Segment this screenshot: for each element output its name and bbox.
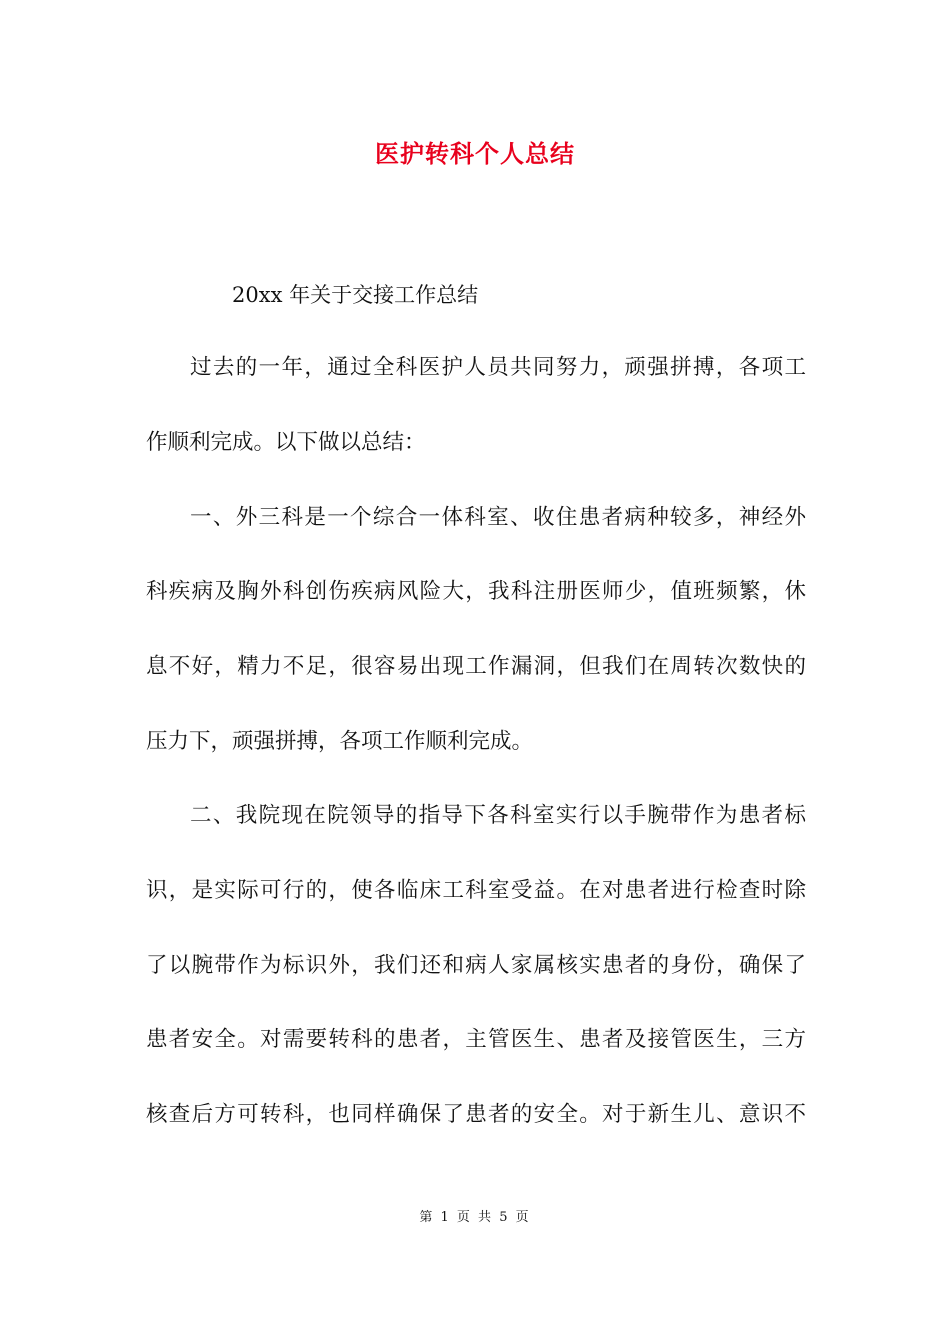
paragraph-line: 息不好，精力不足，很容易出现工作漏洞，但我们在周转次数快的: [146, 654, 806, 679]
paragraph-line: 压力下，顽强拼搏，各项工作顺利完成。: [146, 729, 534, 754]
paragraph-line: 二、我院现在院领导的指导下各科室实行以手腕带作为患者标: [190, 803, 806, 828]
paragraph-line: 识，是实际可行的，使各临床工科室受益。在对患者进行检查时除: [146, 878, 806, 903]
paragraph-line: 科疾病及胸外科创伤疾病风险大，我科注册医师少，值班频繁，休: [146, 579, 806, 604]
paragraph-line: 了以腕带作为标识外，我们还和病人家属核实患者的身份，确保了: [146, 953, 806, 978]
paragraph-line: 患者安全。对需要转科的患者，主管医生、患者及接管医生，三方: [146, 1027, 806, 1052]
page-number-footer: 第 1 页 共 5 页: [419, 1210, 531, 1225]
paragraph-line: 一、外三科是一个综合一体科室、收住患者病种较多，神经外: [190, 505, 806, 530]
document-subtitle: 20xx 年关于交接工作总结: [232, 283, 479, 307]
paragraph-line: 过去的一年，通过全科医护人员共同努力，顽强拼搏，各项工: [190, 355, 806, 380]
paragraph-line: 作顺利完成。以下做以总结：: [146, 430, 426, 455]
document-title: 医护转科个人总结: [375, 139, 575, 168]
paragraph-line: 核查后方可转科，也同样确保了患者的安全。对于新生儿、意识不: [146, 1102, 806, 1127]
